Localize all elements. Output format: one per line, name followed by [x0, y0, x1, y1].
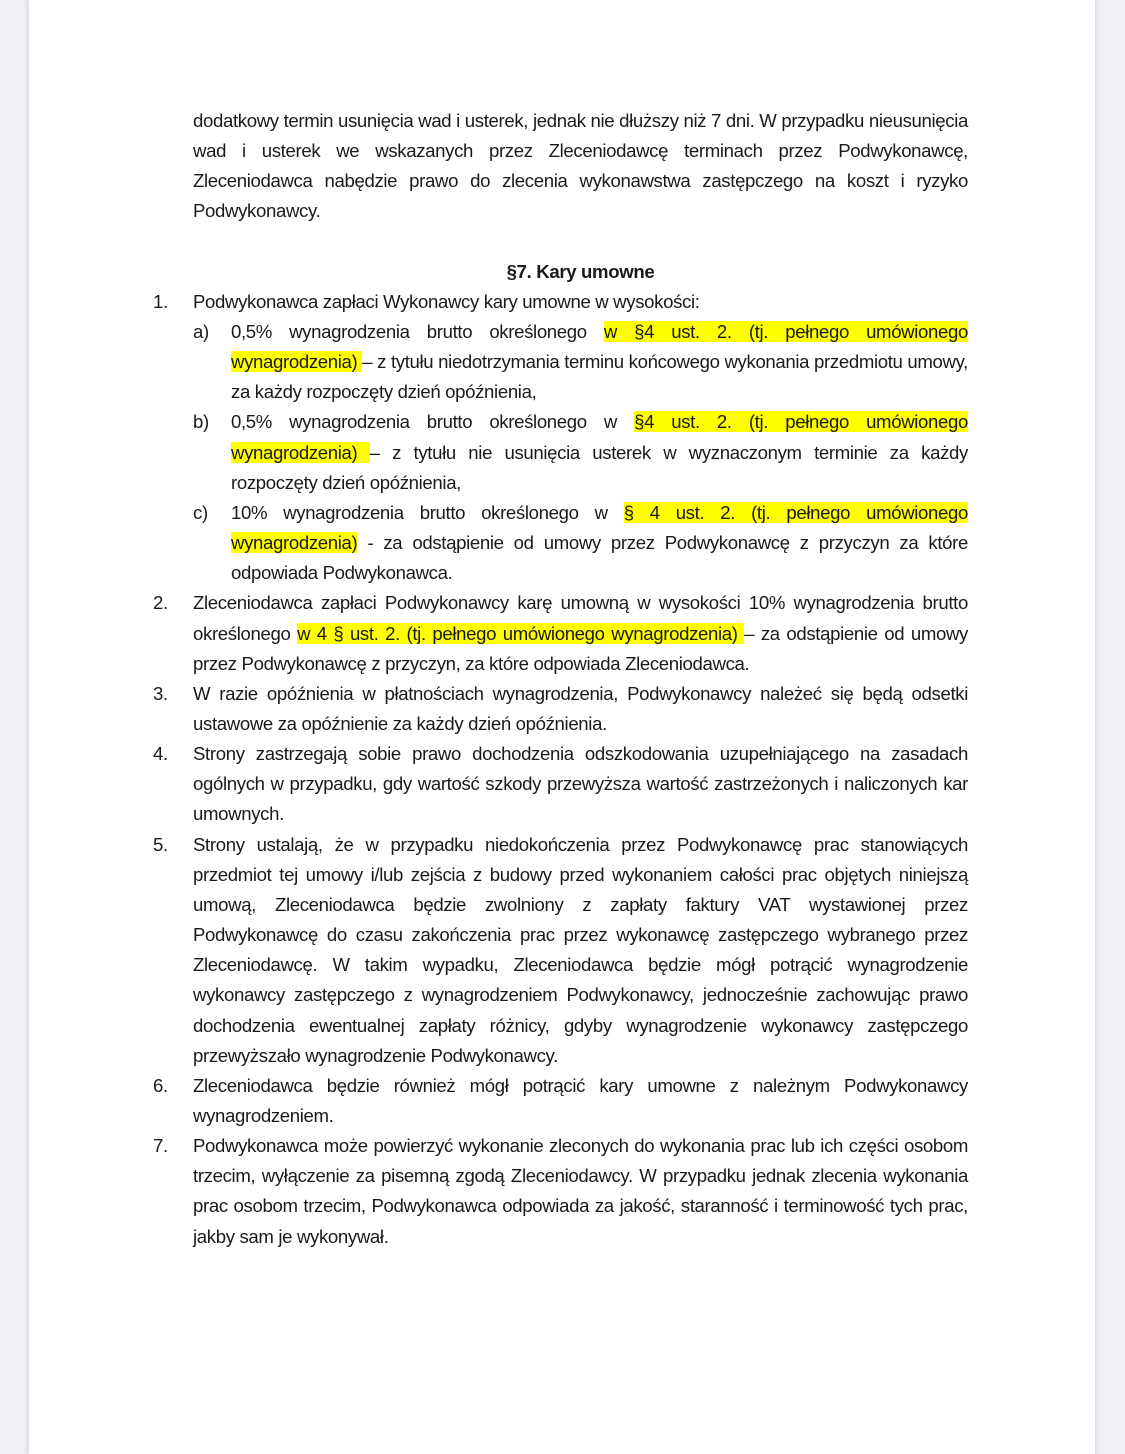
item-text-before: Zleceniodawca zapłaci Podwykonawcy karę umowną w wysokości 10% wynagrodzenia brutto określonego — [193, 592, 968, 644]
sub-item-text-before: 0,5% wynagrodzenia brutto określonego w — [231, 411, 635, 433]
list-item-3 — [153, 679, 968, 739]
item-text: Strony ustalają, że w przypadku niedokończenia przez Podwykonawcę prac stanowiących przedmiot tej umowy i/lub zejścia z budowy przed wykonaniem całości prac objętych niniejszą umową, Zleceniodawca będzie zwolniony z zapłaty faktury VAT wystawionej przez Podwykonawcę do czasu zakończenia prac przez wykonawcę zastępczego wybranego przez Zleceniodawcę. W takim wypadku, Zleceniodawca będzie mógł potrącić wynagrodzenie wykonawcy zastępczego z wynagrodzeniem Podwykonawcy, jednocześnie zachowując prawo dochodzenia ewentualnej zapłaty różnicy, gdyby wynagrodzenie wykonawcy zastępczego przewyższało wynagrodzenie Podwykonawcy. — [193, 833, 968, 1066]
highlighted-text: § 4 ust. 2. (tj. pełnego umówionego wynagrodzenia) — [231, 501, 969, 554]
penalties-list — [153, 287, 969, 1252]
sub-item-text-after: - za odstąpienie od umowy przez Podwykonawcę z przyczyn za które odpowiada Podwykonawca. — [231, 532, 968, 584]
item-number: 4. — [153, 743, 168, 765]
sub-item-letter: b) — [193, 411, 209, 433]
sub-item-letter: a) — [193, 320, 209, 342]
item-number: 3. — [153, 682, 168, 704]
list-item-5 — [153, 830, 968, 1071]
sub-item-text-after: – z tytułu niedotrzymania terminu końcowego wykonania przedmiotu umowy, za każdy rozpoczęty dzień opóźnienia, — [231, 351, 968, 403]
item-number: 7. — [153, 1135, 168, 1157]
sub-item-a — [193, 317, 969, 407]
highlighted-text: w §4 ust. 2. (tj. pełnego umówionego wynagrodzenia) — [231, 320, 969, 373]
sub-item-text-before: 0,5% wynagrodzenia brutto określonego — [231, 320, 604, 342]
sub-item-text-before: 10% wynagrodzenia brutto określonego w — [231, 501, 624, 523]
sub-list — [193, 317, 968, 588]
item-text: Strony zastrzegają sobie prawo dochodzenia odszkodowania uzupełniającego na zasadach ogólnych w przypadku, gdy wartość szkody przewyższa wartość zastrzeżonych i naliczonych kar umownych. — [193, 743, 968, 825]
item-number: 6. — [153, 1074, 168, 1096]
item-number: 5. — [153, 833, 168, 855]
item-text: W razie opóźnienia w płatnościach wynagrodzenia, Podwykonawcy należeć się będą odsetki ustawowe za opóźnienie za każdy dzień opóźnienia. — [193, 682, 968, 734]
list-item-7 — [153, 1131, 968, 1252]
item-text: Zleceniodawca będzie również mógł potrącić kary umowne z należnym Podwykonawcy wynagrodzeniem. — [193, 1074, 968, 1126]
item-text: Podwykonawca może powierzyć wykonanie zleconych do wykonania prac lub ich części osobom trzecim, wyłączenie za pisemną zgodą Zleceniodawcy. W przypadku jednak zlecenia wykonania prac osobom trzecim, Podwykonawca odpowiada za jakość, staranność i terminowość tych prac, jakby sam je wykonywał. — [193, 1135, 968, 1247]
item-number: 1. — [153, 290, 168, 312]
sub-item-letter: c) — [193, 501, 208, 523]
highlighted-text: §4 ust. 2. (tj. pełnego umówionego wynagrodzenia) — [231, 411, 969, 463]
section-heading: §7. Kary umowne — [506, 260, 655, 282]
document-page — [29, 0, 1095, 1454]
item-text: Podwykonawca zapłaci Wykonawcy kary umowne w wysokości: — [193, 290, 700, 312]
document-content — [153, 106, 969, 1252]
list-item-6 — [153, 1071, 968, 1131]
sub-item-b — [193, 407, 969, 497]
item-number: 2. — [153, 592, 168, 614]
item-text-after: – za odstąpienie od umowy przez Podwykonawcę z przyczyn, za które odpowiada Zleceniodawca. — [193, 622, 968, 674]
highlighted-text: w 4 § ust. 2. (tj. pełnego umówionego wynagrodzenia) — [297, 622, 745, 644]
list-item-1 — [153, 287, 969, 589]
sub-item-c — [193, 498, 969, 588]
intro-paragraph: dodatkowy termin usunięcia wad i usterek, jednak nie dłuższy niż 7 dni. W przypadku nieusunięcia wad i usterek we wskazanych przez Zleceniodawcę terminach przez Podwykonawcę, Zleceniodawca nabędzie prawo do zlecenia wykonawstwa zastępczego na koszt i ryzyko Podwykonawcy. — [193, 110, 968, 222]
sub-item-text-after: – z tytułu nie usunięcia usterek w wyznaczonym terminie za każdy rozpoczęty dzień opóźnienia, — [231, 441, 968, 493]
list-item-4 — [153, 739, 968, 829]
list-item-2 — [153, 588, 968, 678]
